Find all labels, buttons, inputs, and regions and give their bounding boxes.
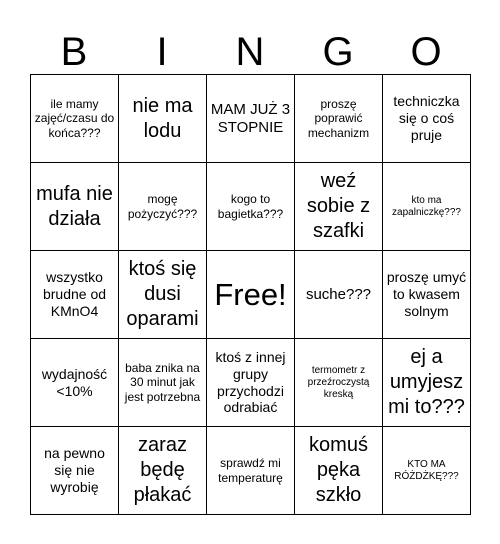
bingo-free-cell[interactable]: Free! <box>207 251 295 339</box>
bingo-cell[interactable]: sprawdź mi temperaturę <box>207 427 295 515</box>
header-letter-g: G <box>322 29 354 74</box>
bingo-cell[interactable]: MAM JUŻ 3 STOPNIE <box>207 75 295 163</box>
bingo-cell[interactable]: kogo to bagietka??? <box>207 163 295 251</box>
bingo-cell[interactable]: proszę umyć to kwasem solnym <box>383 251 471 339</box>
bingo-cell[interactable]: mufa nie działa <box>31 163 119 251</box>
bingo-cell[interactable]: wszystko brudne od KMnO4 <box>31 251 119 339</box>
bingo-cell[interactable]: proszę poprawić mechanizm <box>295 75 383 163</box>
bingo-cell[interactable]: zaraz będę płakać <box>119 427 207 515</box>
bingo-cell[interactable]: ile mamy zajęć/czasu do końca??? <box>31 75 119 163</box>
bingo-grid <box>30 74 471 515</box>
bingo-cell[interactable]: weź sobie z szafki <box>295 163 383 251</box>
bingo-cell[interactable]: suche??? <box>295 251 383 339</box>
bingo-header <box>30 26 470 78</box>
bingo-cell[interactable]: ktoś z innej grupy przychodzi odrabiać <box>207 339 295 427</box>
bingo-cell[interactable]: techniczka się o coś pruje <box>383 75 471 163</box>
bingo-cell[interactable]: nie ma lodu <box>119 75 207 163</box>
bingo-cell[interactable]: termometr z przeźroczystą kreską <box>295 339 383 427</box>
bingo-cell[interactable]: baba znika na 30 minut jak jest potrzebna <box>119 339 207 427</box>
bingo-cell[interactable]: KTO MA RÓŻDŻKĘ??? <box>383 427 471 515</box>
bingo-cell[interactable]: mogę pożyczyć??? <box>119 163 207 251</box>
bingo-cell[interactable]: na pewno się nie wyrobię <box>31 427 119 515</box>
bingo-cell[interactable]: kto ma zapalniczkę??? <box>383 163 471 251</box>
bingo-cell[interactable]: wydajność <10% <box>31 339 119 427</box>
bingo-cell[interactable]: ktoś się dusi oparami <box>119 251 207 339</box>
bingo-cell[interactable]: komuś pęka szkło <box>295 427 383 515</box>
header-letter-i: I <box>156 29 168 74</box>
header-letter-b: B <box>60 29 88 74</box>
header-letter-o: O <box>410 29 442 74</box>
header-letter-n: N <box>235 29 265 74</box>
bingo-cell[interactable]: ej a umyjesz mi to??? <box>383 339 471 427</box>
